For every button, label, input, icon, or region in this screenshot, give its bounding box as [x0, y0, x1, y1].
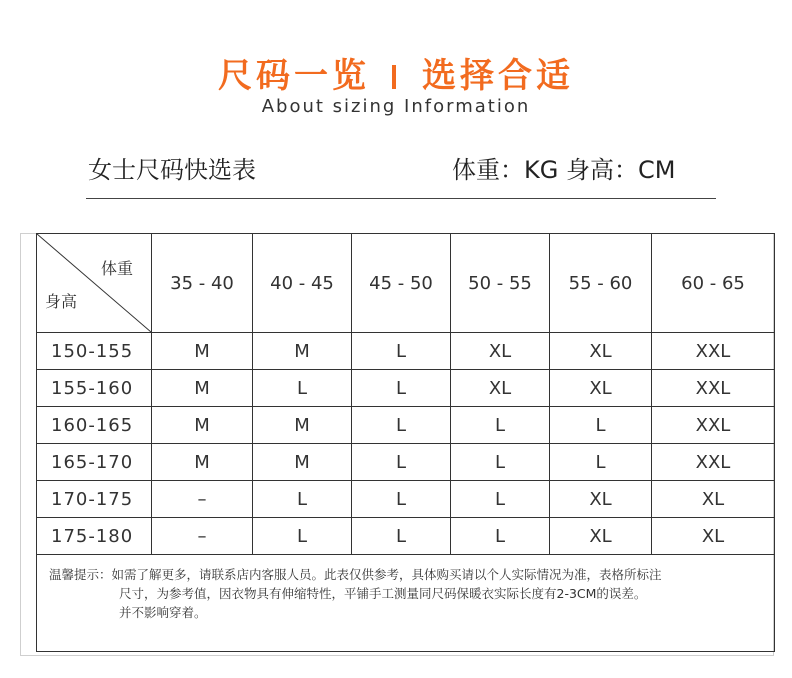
- section-title: 女士尺码快选表: [88, 156, 256, 184]
- size-cell: M: [152, 333, 253, 370]
- size-cell: L: [352, 518, 451, 555]
- height-range-cell: 155-160: [37, 370, 152, 407]
- table-header-row: [37, 234, 775, 333]
- corner-height-label: 身高: [45, 292, 78, 311]
- table-row: [37, 481, 775, 518]
- weight-range-header: 60 - 65: [652, 234, 775, 333]
- weight-range-header: 45 - 50: [352, 234, 451, 333]
- size-cell: L: [451, 407, 550, 444]
- section-divider: [86, 198, 716, 199]
- corner-diagonal: [37, 234, 151, 332]
- weight-range-header: 55 - 60: [550, 234, 652, 333]
- size-cell: L: [352, 481, 451, 518]
- notes-row: [37, 555, 775, 652]
- size-chart-table: [36, 233, 775, 652]
- weight-range-header: 40 - 45: [253, 234, 352, 333]
- size-cell: L: [451, 444, 550, 481]
- title-separator: [392, 65, 396, 89]
- table-row: [37, 407, 775, 444]
- size-cell: –: [152, 518, 253, 555]
- size-cell: XL: [550, 518, 652, 555]
- units-label: 体重：KG 身高：CM: [452, 156, 676, 184]
- size-cell: L: [352, 370, 451, 407]
- size-cell: L: [253, 481, 352, 518]
- notes-line-2: 尺寸，为参考值，因衣物具有伸缩特性，平铺手工测量同尺码保暖衣实际长度有2-3CM的误差。: [119, 586, 647, 601]
- size-cell: M: [253, 407, 352, 444]
- size-cell: XXL: [652, 407, 775, 444]
- title-left: 尺码一览: [218, 56, 370, 96]
- size-cell: XL: [451, 333, 550, 370]
- size-cell: XXL: [652, 333, 775, 370]
- size-cell: XL: [652, 481, 775, 518]
- notes-line-1: 温馨提示：如需了解更多，请联系店内客服人员。此表仅供参考，具体购买请以个人实际情况为准，表格所标注: [49, 567, 662, 582]
- table-row: [37, 370, 775, 407]
- size-cell: XL: [550, 481, 652, 518]
- weight-range-header: 35 - 40: [152, 234, 253, 333]
- size-cell: L: [253, 518, 352, 555]
- notes-cell: [37, 555, 775, 652]
- table-row: [37, 333, 775, 370]
- title-right: 选择合适: [422, 56, 574, 96]
- height-range-cell: 160-165: [37, 407, 152, 444]
- height-range-cell: 150-155: [37, 333, 152, 370]
- size-cell: XL: [652, 518, 775, 555]
- size-cell: XL: [550, 370, 652, 407]
- size-cell: L: [451, 518, 550, 555]
- size-cell: M: [253, 444, 352, 481]
- size-cell: L: [550, 444, 652, 481]
- page-title: [0, 48, 792, 97]
- size-cell: XL: [451, 370, 550, 407]
- size-cell: –: [152, 481, 253, 518]
- size-cell: XL: [550, 333, 652, 370]
- size-cell: M: [152, 444, 253, 481]
- table-row: [37, 444, 775, 481]
- subtitle: About sizing Information: [261, 96, 531, 117]
- weight-range-header: 50 - 55: [451, 234, 550, 333]
- size-cell: L: [451, 481, 550, 518]
- height-range-cell: 165-170: [37, 444, 152, 481]
- size-cell: XXL: [652, 444, 775, 481]
- size-cell: M: [152, 370, 253, 407]
- corner-weight-label: 体重: [100, 259, 133, 278]
- size-cell: L: [253, 370, 352, 407]
- size-cell: M: [253, 333, 352, 370]
- table-row: [37, 518, 775, 555]
- table-corner-cell: [37, 234, 152, 333]
- size-cell: L: [352, 333, 451, 370]
- size-cell: XXL: [652, 370, 775, 407]
- size-cell: L: [352, 444, 451, 481]
- height-range-cell: 175-180: [37, 518, 152, 555]
- size-cell: L: [352, 407, 451, 444]
- size-cell: L: [550, 407, 652, 444]
- notes-line-3: 并不影响穿着。: [119, 605, 207, 620]
- size-cell: M: [152, 407, 253, 444]
- height-range-cell: 170-175: [37, 481, 152, 518]
